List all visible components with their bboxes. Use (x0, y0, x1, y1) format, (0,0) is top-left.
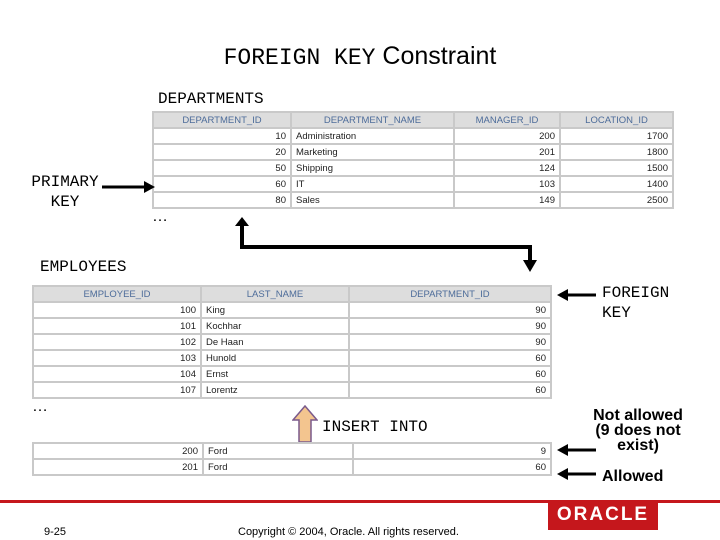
table-cell: 102 (34, 335, 200, 349)
oracle-logo: ORACLE (548, 500, 658, 530)
table-cell: Ford (204, 460, 352, 474)
table-cell: 1800 (561, 145, 672, 159)
table-cell: 60 (350, 367, 550, 381)
table-cell: 50 (154, 161, 290, 175)
insert-up-arrow-icon (292, 405, 318, 443)
allowed-arrow (556, 467, 598, 481)
departments-label: DEPARTMENTS (158, 90, 264, 108)
emp-col-header: EMPLOYEE_ID (34, 287, 200, 301)
table-cell: 201 (455, 145, 559, 159)
table-cell: 2500 (561, 193, 672, 207)
table-cell: 90 (350, 335, 550, 349)
table-cell: IT (292, 177, 453, 191)
table-cell: 107 (34, 383, 200, 397)
table-row (34, 351, 550, 365)
table-row (34, 303, 550, 317)
table-cell: Administration (292, 129, 453, 143)
table-cell: Ford (204, 444, 352, 458)
not-allowed-line2: (9 does not (595, 422, 681, 439)
table-cell: Marketing (292, 145, 453, 159)
table-cell: 101 (34, 319, 200, 333)
foreign-key-line1: FOREIGN (602, 284, 670, 302)
table-cell: 60 (154, 177, 290, 191)
table-cell: Hunold (202, 351, 348, 365)
slide-number: 9-25 (44, 526, 67, 538)
table-row (154, 193, 672, 207)
table-cell: 104 (34, 367, 200, 381)
not-allowed-arrow (556, 443, 598, 457)
not-allowed-line3: exist) (617, 437, 659, 454)
table-cell: Ernst (202, 367, 348, 381)
table-cell: 200 (34, 444, 202, 458)
not-allowed-note (582, 408, 694, 453)
table-cell: 201 (34, 460, 202, 474)
employees-ellipsis: … (32, 398, 48, 415)
table-row (34, 319, 550, 333)
foreign-key-line2: KEY (602, 304, 631, 322)
table-cell: 20 (154, 145, 290, 159)
slide-title (0, 42, 720, 71)
table-cell: King (202, 303, 348, 317)
table-row (34, 367, 550, 381)
emp-col-header: DEPARTMENT_ID (350, 287, 550, 301)
table-cell: 60 (350, 351, 550, 365)
table-cell: Shipping (292, 161, 453, 175)
employees-label: EMPLOYEES (40, 258, 127, 276)
insert-into-label: INSERT INTO (322, 418, 428, 436)
table-cell: De Haan (202, 335, 348, 349)
table-row (154, 161, 672, 175)
table-row (154, 145, 672, 159)
primary-key-label (26, 172, 104, 212)
table-cell: 200 (455, 129, 559, 143)
primary-key-line2: KEY (50, 193, 80, 211)
dept-col-header: MANAGER_ID (455, 113, 559, 127)
employees-table (32, 285, 552, 399)
dept-col-header: DEPARTMENT_ID (154, 113, 290, 127)
link-arrow (232, 216, 542, 276)
table-cell: 60 (354, 460, 550, 474)
table-cell: 1400 (561, 177, 672, 191)
table-row (34, 460, 550, 474)
title-rest: Constraint (382, 42, 497, 70)
emp-col-header: LAST_NAME (202, 287, 348, 301)
table-row (154, 129, 672, 143)
table-cell: 10 (154, 129, 290, 143)
table-cell: 90 (350, 303, 550, 317)
table-cell: 9 (354, 444, 550, 458)
table-cell: 100 (34, 303, 200, 317)
table-cell: Lorentz (202, 383, 348, 397)
not-allowed-line1: Not allowed (593, 407, 683, 424)
table-cell: 60 (350, 383, 550, 397)
insert-table (32, 442, 552, 476)
table-cell: 103 (34, 351, 200, 365)
table-row (154, 177, 672, 191)
title-keyword: FOREIGN KEY (223, 45, 376, 71)
foreign-key-arrow (556, 288, 598, 302)
table-cell: Kochhar (202, 319, 348, 333)
dept-col-header: LOCATION_ID (561, 113, 672, 127)
table-cell: 103 (455, 177, 559, 191)
table-cell: 1700 (561, 129, 672, 143)
table-row (34, 444, 550, 458)
primary-key-line1: PRIMARY (31, 173, 99, 191)
primary-key-arrow (100, 180, 156, 194)
table-cell: 80 (154, 193, 290, 207)
foreign-key-label (602, 283, 669, 323)
table-cell: 124 (455, 161, 559, 175)
departments-table (152, 111, 674, 209)
copyright: Copyright © 2004, Oracle. All rights reserved. (238, 526, 459, 538)
table-cell: 90 (350, 319, 550, 333)
table-row (34, 335, 550, 349)
dept-col-header: DEPARTMENT_NAME (292, 113, 453, 127)
allowed-note: Allowed (602, 468, 664, 485)
table-cell: Sales (292, 193, 453, 207)
table-cell: 149 (455, 193, 559, 207)
departments-ellipsis: … (152, 208, 168, 225)
table-row (34, 383, 550, 397)
table-cell: 1500 (561, 161, 672, 175)
